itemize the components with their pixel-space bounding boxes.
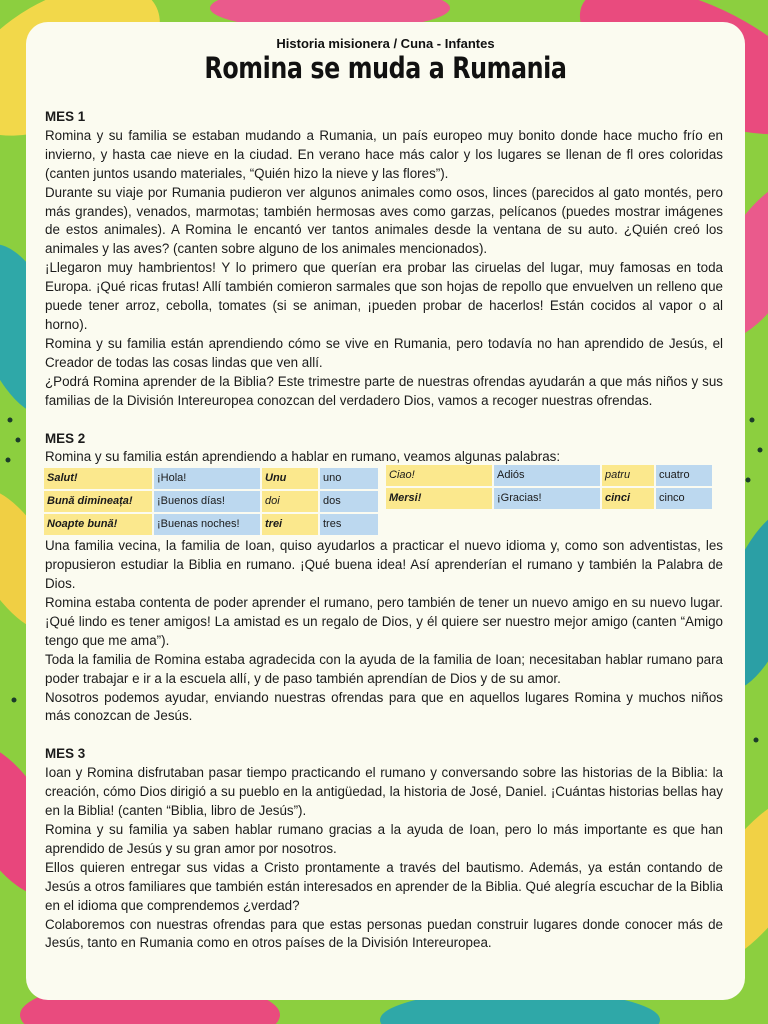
- romanian-number: doi: [262, 491, 318, 512]
- spanish-number: tres: [320, 514, 378, 535]
- romanian-word: Ciao!: [386, 465, 492, 486]
- paragraph: Una familia vecina, la familia de Ioan, quiso ayudarlos a practicar el nuevo idioma y, como son adventistas, les propusieron estudiar la Biblia en rumano. ¡Qué buena idea! Así aprenderían el rumano y también la Palabra de Dios.: [45, 538, 723, 592]
- paragraph: Durante su viaje por Rumania pudieron ver algunos animales como osos, linces (parecidos al gato montés, pero más grandes), venados, marmotas; también hermosas aves como garzas, pelícanos (puedes mostrar imágenes de estos animales). A Romina le encantó ver tantos animales desde la ventana de su auto. ¿Quién creó los animales y las aves? (canten sobre alguno de los animales mencionados).: [45, 184, 723, 257]
- paragraph: Romina estaba contenta de poder aprender el rumano, pero también de tener un nuevo amigo en su nuevo lugar. ¡Qué lindo es tener amigos! La amistad es un regalo de Dios, y él quiere ser nuestro mejor amigo (canten “Amigo tengo que me ama”).: [45, 595, 723, 648]
- romanian-word: Salut!: [44, 468, 152, 489]
- paragraph: Romina y su familia se estaban mudando a Rumania, un país europeo muy bonito donde hace mucho frío en invierno, y hasta cae nieve en la ciudad. En verano hace más calor y los lugares se llenan de fl ores coloridas (canten juntos usando materiales, “Quién hizo la nieve y las flores”).: [45, 127, 723, 181]
- paragraph: Romina y su familia ya saben hablar rumano gracias a la ayuda de Ioan, pero lo más importante es que han aprendido de Jesús y su gran amor por nosotros.: [45, 822, 723, 856]
- header: [26, 36, 745, 85]
- paragraph: Toda la familia de Romina estaba agradecida con la ayuda de la familia de Ioan; necesitaban hablar rumano para poder trabajar e ir a la escuela allí, y de paso también aprendían de Dios y de su amor.: [45, 651, 723, 686]
- spanish-word: ¡Gracias!: [494, 488, 600, 509]
- spanish-word: ¡Buenos días!: [154, 491, 260, 512]
- table-row: [386, 465, 712, 486]
- vocab-table-left: [42, 466, 380, 537]
- paragraph: ¡Llegaron muy hambrientos! Y lo primero que querían era probar las ciruelas del lugar, muy famosas en toda Europa. ¡Qué ricas frutas! Allí también comieron sarmales que son hojas de repollo que envuelven un relleno que puede tener arroz, cebolla, tomates (si se animan, ¡pueden probar de hacerlos! Están cocidos al vapor o al horno).: [45, 260, 723, 332]
- spanish-word: ¡Hola!: [154, 468, 260, 489]
- table-row: [44, 468, 378, 489]
- spanish-number: cinco: [656, 488, 712, 509]
- spanish-number: cuatro: [656, 465, 712, 486]
- table-row: [44, 491, 378, 512]
- table-row: [386, 488, 712, 509]
- spanish-number: uno: [320, 468, 378, 489]
- vocab-table-right: [384, 463, 714, 511]
- spanish-word: ¡Buenas noches!: [154, 514, 260, 535]
- page-subtitle: Historia misionera / Cuna - Infantes: [276, 36, 495, 51]
- paragraph: Romina y su familia están aprendiendo a hablar en rumano, veamos algunas palabras:: [45, 449, 561, 465]
- table-row: [44, 514, 378, 535]
- paragraph: Ioan y Romina disfrutaban pasar tiempo practicando el rumano y conversando sobre las historias de la Biblia: la creación, cómo Dios dirigió a su pueblo en la antigüedad, la historia de José, Daniel. ¡Cuántas historias bellas hay en la Biblia! (canten “Biblia, libro de Jesús”).: [45, 765, 723, 819]
- romanian-word: Mersi!: [386, 488, 492, 509]
- month-3-heading: MES 3: [45, 746, 86, 762]
- romanian-word: Bună dimineața!: [44, 491, 152, 512]
- romanian-number: trei: [262, 514, 318, 535]
- paragraph: Romina y su familia están aprendiendo cómo se vive en Rumania, pero todavía no han aprendido de Jesús, el Creador de todas las cosas lindas que ven allí.: [45, 335, 723, 370]
- spanish-number: dos: [320, 491, 378, 512]
- paragraph: Colaboremos con nuestras ofrendas para que estas personas puedan construir lugares donde conocer más de Jesús, tanto en Rumania como en otros países de la División Intereuropea.: [45, 916, 723, 951]
- paragraph: Ellos quieren entregar sus vidas a Cristo prontamente a través del bautismo. Además, ya están contando de Jesús a otros familiares que también están interesados en aprender de la Biblia. Qué alegría escuchar de la Biblia en el idioma que comprendemos ¿verdad?: [45, 859, 723, 913]
- month-2-heading: MES 2: [45, 430, 86, 446]
- month-1-heading: MES 1: [45, 109, 86, 124]
- romanian-number: cinci: [602, 488, 654, 509]
- paragraph: Nosotros podemos ayudar, enviando nuestras ofrendas para que en aquellos lugares Romina y muchos niños más conozcan de Jesús.: [45, 689, 723, 724]
- page-title: Romina se muda a Rumania: [204, 51, 567, 85]
- romanian-number: patru: [602, 465, 654, 486]
- paragraph: ¿Podrá Romina aprender de la Biblia? Este trimestre parte de nuestras ofrendas ayudarán a que más niños y sus familias de la División Intereuropea conozcan del verdadero Dios, vamos a recoger nuestras ofrendas.: [45, 373, 723, 408]
- romanian-number: Unu: [262, 468, 318, 489]
- vocabulary-tables: [45, 467, 723, 537]
- spanish-word: Adiós: [494, 465, 600, 486]
- story-body: [45, 108, 723, 953]
- content-card: [26, 22, 745, 1000]
- romanian-word: Noapte bună!: [44, 514, 152, 535]
